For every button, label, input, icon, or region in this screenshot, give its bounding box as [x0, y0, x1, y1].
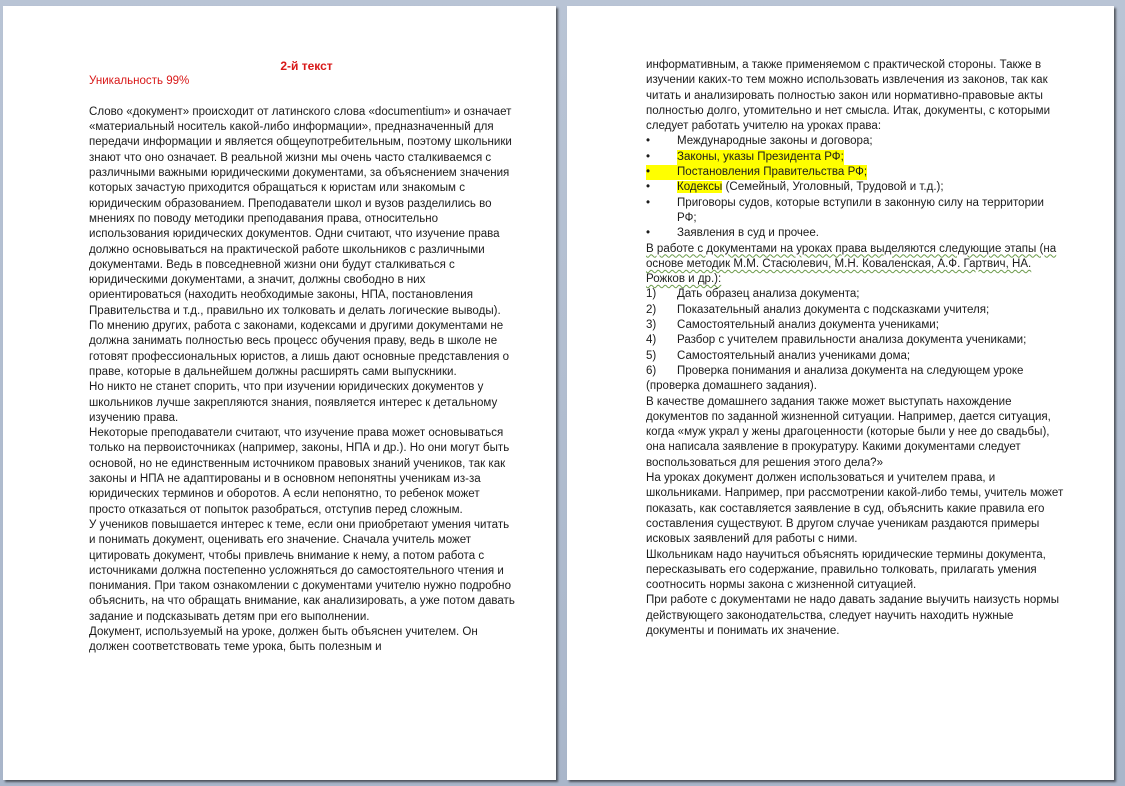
- paragraph[interactable]: На уроках документ должен использоваться и учителем права, и школьниками. Например, при рассмотрении какой-либо темы, учитель может показать, как составляется заявление в суд, объяснить какие правила его составления существуют. В другом случае ученикам раздаются примеры исковых заявлений для работы с ними.: [646, 472, 1064, 546]
- item-text: Дать образец анализа документа;: [677, 288, 860, 301]
- item-text: Самостоятельный анализ документа учениками;: [677, 319, 939, 332]
- paragraph[interactable]: информативным, а также применяемом с практической стороны. Также в изучении каких-то тем можно использовать извлечения из законов, так как читать и анализировать полностью закон или нормативно-правовые акты полностью долго, утомительно и нет смысла. Итак, документы, с которыми следует работать учителю на уроках права:: [646, 59, 1051, 133]
- paragraph[interactable]: Документ, используемый на уроке, должен быть объяснен учителем. Он должен соответствовать теме урока, быть полезным и: [89, 625, 478, 654]
- item-number: 6): [646, 364, 657, 377]
- paragraph[interactable]: Слово «документ» происходит от латинского слова «documentium» и означает «материальный носитель какой-либо информации», предназначенный для передачи информации и является общеупотребительным, поэтому школьники знают что оно означает. В реальной жизни мы очень часто сталкиваемся с различными важными юридическими документами, за объяснением значения которых зачастую приходится обращаться к юристам или знакомым с юридическим образованием. Преподаватели школ и вузов разделились во мнениях по поводу методики преподавания права, относительно использования юридических документов. Одни считают, что изучение права должно основываться на практической работе школьников с различными документами. Ведь в повседневной жизни они будут сталкиваться с юридическими документами, а значит, должны свободно в них ориентироваться (находить необходимые законы, НПА, постановления Правительства и т.д., правильно их толковать и делать логические выводы). По мнению других, работа с законами, кодексами и другими документами не должна занимать полностью весь процесс обучения праву, ведь в школе не готовят профессиональных юристов, а лишь дают основные представления о праве, которые в дальнейшем должны расширять сами выпускники.: [89, 105, 512, 378]
- list-item[interactable]: [646, 150, 1066, 165]
- item-number: 4): [646, 334, 657, 347]
- paragraph[interactable]: Школьникам надо научиться объяснять юридические термины документа, пересказывать его содержание, правильно толковать, прилагать умения соотносить нормы закона с жизненной ситуацией.: [646, 548, 1046, 592]
- numbered-item[interactable]: [646, 364, 1066, 395]
- list-item[interactable]: [646, 196, 1066, 227]
- document-page-2: [567, 6, 1114, 780]
- list-item[interactable]: [646, 226, 1066, 241]
- paragraph[interactable]: В качестве домашнего задания также может выступать нахождение документов по заданной жизненной ситуации. Например, дается ситуация, когда «муж украл у жены драгоценности (которые были у нее до свадьбы), она написала заявление в прокуратуру. Какими документами следует воспользоваться для решения этого дела?»: [646, 395, 1051, 469]
- bullet-marker: •: [646, 227, 651, 240]
- list-item-text: [677, 180, 944, 195]
- paragraph[interactable]: При работе с документами не надо давать задание выучить наизусть нормы действующего законодательства, следует научить находить нужные документы и понимать их значение.: [646, 594, 1060, 637]
- list-item-text: Заявления в суд и прочее.: [677, 227, 819, 240]
- numbered-item[interactable]: [646, 303, 1066, 318]
- numbered-item[interactable]: [646, 318, 1066, 333]
- bullet-marker: •: [646, 135, 651, 148]
- item-number: 2): [646, 303, 657, 316]
- numbered-item[interactable]: [646, 349, 1066, 364]
- item-number: 1): [646, 288, 657, 301]
- document-page-1: [3, 6, 556, 780]
- bullet-marker: •: [646, 181, 651, 194]
- highlighted-list-item-text: Законы, указы Президента РФ;: [677, 150, 844, 165]
- list-item[interactable]: [646, 134, 1066, 149]
- document-title: 2-й текст: [280, 59, 333, 73]
- bullet-marker: •: [646, 150, 651, 163]
- item-text: Проверка понимания и анализа документа на следующем уроке (проверка домашнего задания).: [646, 364, 1024, 393]
- item-number: 3): [646, 319, 657, 332]
- numbered-item[interactable]: [646, 333, 1066, 348]
- list-item[interactable]: [646, 165, 1066, 180]
- list-item-tail: (Семейный, Уголовный, Трудовой и т.д.);: [722, 181, 944, 194]
- uniqueness-label: Уникальность 99%: [89, 75, 190, 88]
- list-item-text: Приговоры судов, которые вступили в законную силу на территории РФ;: [677, 196, 1044, 224]
- paragraph[interactable]: Но никто не станет спорить, что при изучении юридических документов у школьников лучше закрепляются знания, появляется интерес к детальному изучению права.: [89, 381, 498, 424]
- item-text: Разбор с учителем правильности анализа документа учениками;: [677, 334, 1027, 347]
- bullet-marker: •: [646, 165, 677, 180]
- item-text: Показательный анализ документа с подсказками учителя;: [677, 303, 990, 316]
- highlighted-list-item-text: Постановления Правительства РФ;: [677, 165, 867, 180]
- bullet-marker: •: [646, 196, 651, 209]
- list-item[interactable]: [646, 180, 1066, 195]
- numbered-item[interactable]: [646, 287, 1066, 302]
- paragraph[interactable]: Некоторые преподаватели считают, что изучение права может основываться только на первоисточниках (например, законы, НПА и др.). Но они могут быть основой, но не единственным источником правовых знаний учеников, так как законы и НПА не адаптированы и в основном непонятны ученикам из-за юридических терминов и оборотов. А если непонятно, то ребенок может просто отказаться от попыток разобраться, отступив перед сложным.: [89, 427, 510, 516]
- highlighted-text: Кодексы: [677, 181, 723, 194]
- item-text: Самостоятельный анализ учениками дома;: [677, 349, 911, 362]
- paragraph[interactable]: В работе с документами на уроках права выделяются следующие этапы (на основе методик М.М. Стасюлевич, М.Н. Коваленская, А.Ф. Гартвич, НА. Рожков и др.):: [646, 242, 1057, 286]
- item-number: 5): [646, 349, 657, 362]
- paragraph[interactable]: У учеников повышается интерес к теме, если они приобретают умения читать и понимать документ, оценивать его значение. Сначала учитель может цитировать документ, чтобы привлечь внимание к нему, а потом работа с источниками должна постепенно усложняться до самостоятельного чтения и понимания. При таком ознакомлении с документами учителю нужно подробно объяснить, на что обращать внимание, как анализировать, а уже потом давать задание и подсказывать детям при его выполнении.: [89, 518, 515, 623]
- list-item-text: Международные законы и договора;: [677, 135, 873, 148]
